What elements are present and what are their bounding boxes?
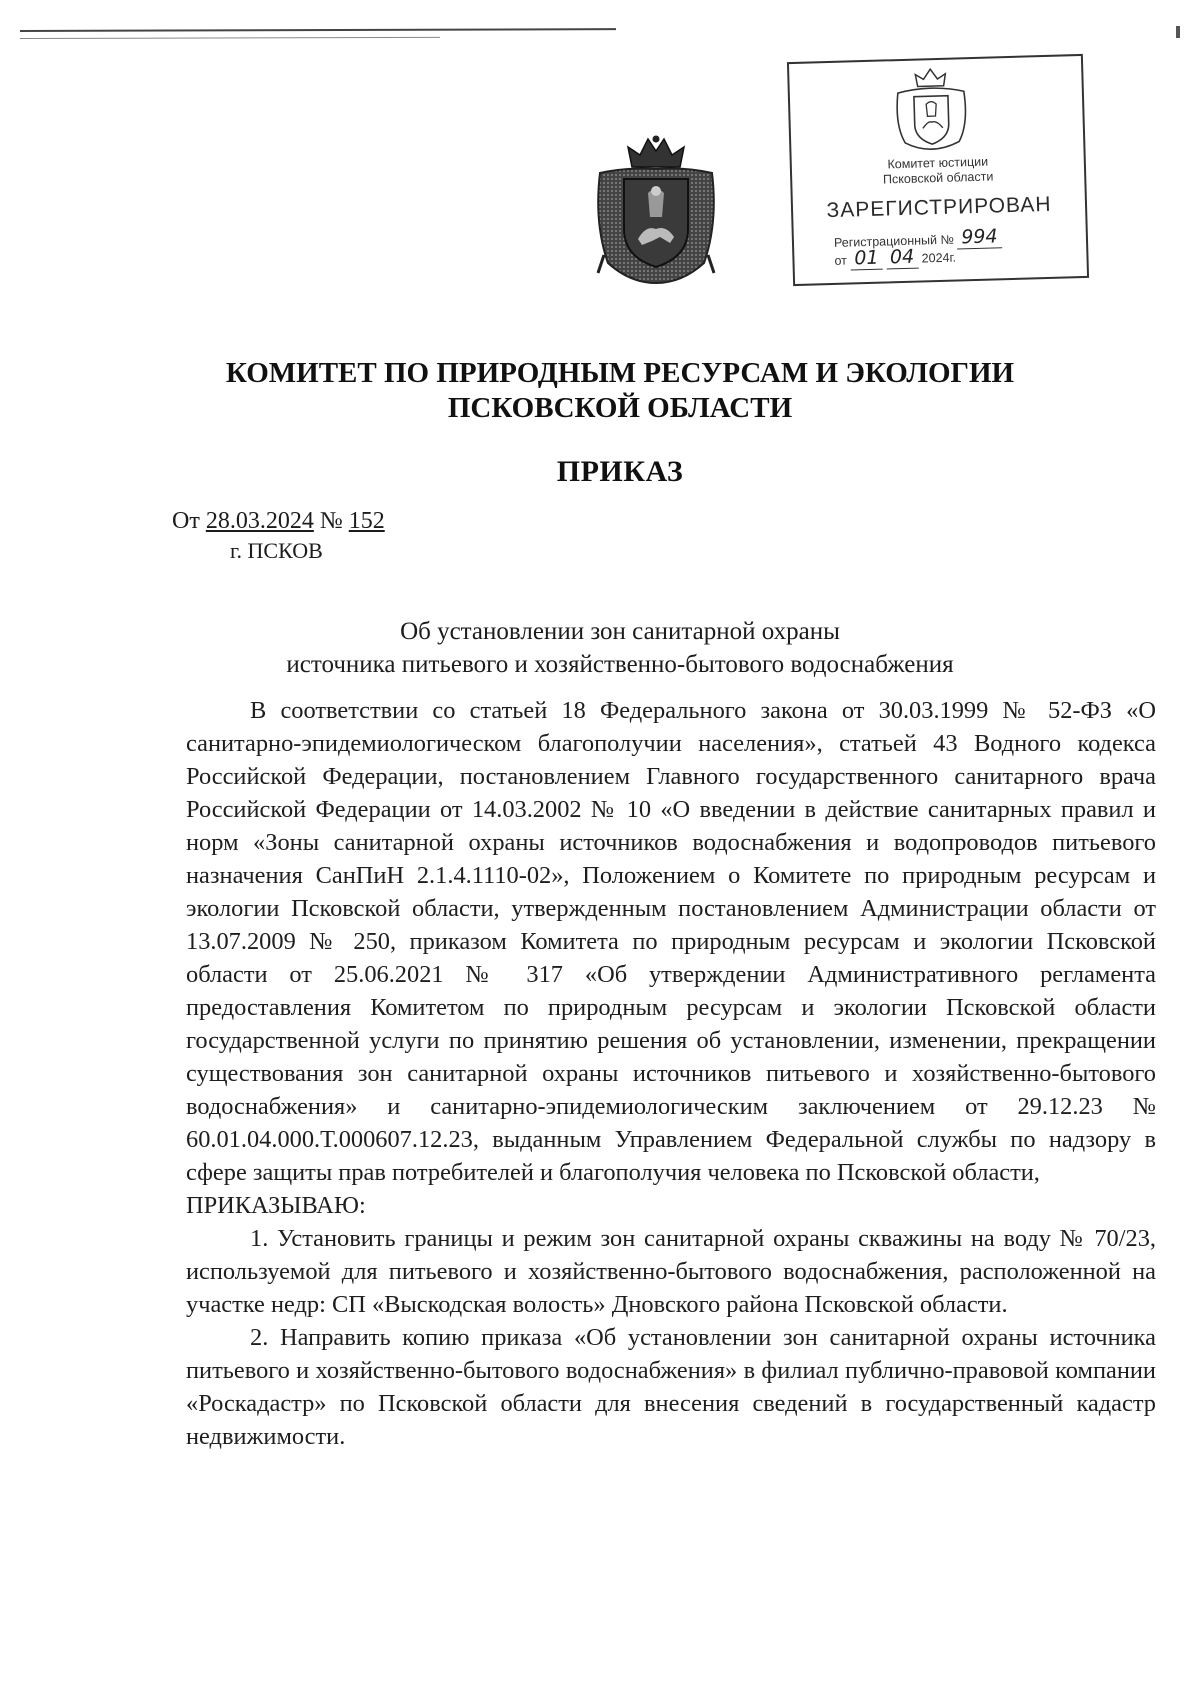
stamp-date-day: 01: [850, 247, 883, 271]
stamp-title: ЗАРЕГИСТРИРОВАН: [826, 192, 1052, 223]
subject-line1: Об установлении зон санитарной охраны: [400, 618, 840, 645]
date-prefix: От: [172, 508, 200, 534]
order-date: 28.03.2024: [205, 508, 314, 534]
order-date-number: [172, 508, 385, 535]
scan-artifact-line: [20, 37, 440, 39]
subject-line2: источника питьевого и хозяйственно-бытового водоснабжения: [286, 651, 954, 678]
preamble-paragraph: В соответствии со статьей 18 Федерального закона от 30.03.1999 № 52-ФЗ «О санитарно-эпидемиологическом благополучии населения», статьей 43 Водного кодекса Российской Федерации, постановлением Главного государственного санитарного врача Российской Федерации от 14.03.2002 № 10 «О введении в действие санитарных правил и норм «Зоны санитарной охраны источников водоснабжения и водопроводов питьевого назначения СанПиН 2.1.4.1110-02», Положением о Комитете по природным ресурсам и экологии Псковской области, утвержденным постановлением Администрации области от 13.07.2009 № 250, приказом Комитета по природным ресурсам и экологии Псковской области от 25.06.2021 № 317 «Об утверждении Административного регламента предоставления Комитетом по природным ресурсам и экологии Псковской области государственной услуги по принятию решения об установлении, изменении, прекращении существования зон санитарной охраны источников питьевого и хозяйственно-бытового водоснабжения» и санитарно-эпидемиологическим заключением от 29.12.23 № 60.01.04.000.Т.000607.12.23, выданным Управлением Федеральной службы по надзору в сфере защиты прав потребителей и благополучия человека по Псковской области,: [186, 697, 1156, 1186]
stamp-organization: [822, 153, 1055, 189]
scan-artifact-mark: [1176, 26, 1180, 38]
stamp-date-month: 04: [886, 246, 919, 270]
scan-artifact-line: [20, 28, 616, 32]
stamp-reg-number: 994: [957, 225, 1002, 249]
order-word: ПРИКАЗЫВАЮ:: [186, 1192, 366, 1219]
document-type: ПРИКАЗ: [556, 455, 684, 488]
order-number: 152: [348, 508, 385, 534]
organization-title-line1: КОМИТЕТ ПО ПРИРОДНЫМ РЕСУРСАМ И ЭКОЛОГИИ: [225, 357, 1015, 389]
stamp-emblem-icon: [891, 65, 971, 155]
organization-title-line2: ПСКОВСКОЙ ОБЛАСТИ: [447, 392, 793, 424]
order-item-2: 2. Направить копию приказа «Об установлении зон санитарной охраны источника питьевого и хозяйственно-бытового водоснабжения» в филиал публично-правовой компании «Роскадастр» по Псковской области для внесения сведений в государственный кадастр недвижимости.: [186, 1324, 1156, 1450]
order-item-1: 1. Установить границы и режим зон санитарной охраны скважины на воду № 70/23, используемой для питьевого и хозяйственно-бытового водоснабжения, расположенной на участке недр: СП «Выскодская волость» Дновского района Псковской области.: [186, 1225, 1156, 1318]
city: г. ПСКОВ: [230, 538, 323, 563]
stamp-date-label: от: [834, 253, 848, 268]
stamp-org-line1: Комитет юстиции: [887, 154, 989, 172]
stamp-reg-label: Регистрационный №: [833, 232, 955, 250]
stamp-date-year: 2024г.: [921, 250, 957, 266]
stamp-org-line2: Псковской области: [882, 169, 994, 187]
coat-of-arms-emblem: [590, 133, 722, 287]
number-prefix: №: [319, 508, 343, 534]
registration-stamp: [787, 54, 1089, 286]
document-body: [186, 694, 1156, 1453]
